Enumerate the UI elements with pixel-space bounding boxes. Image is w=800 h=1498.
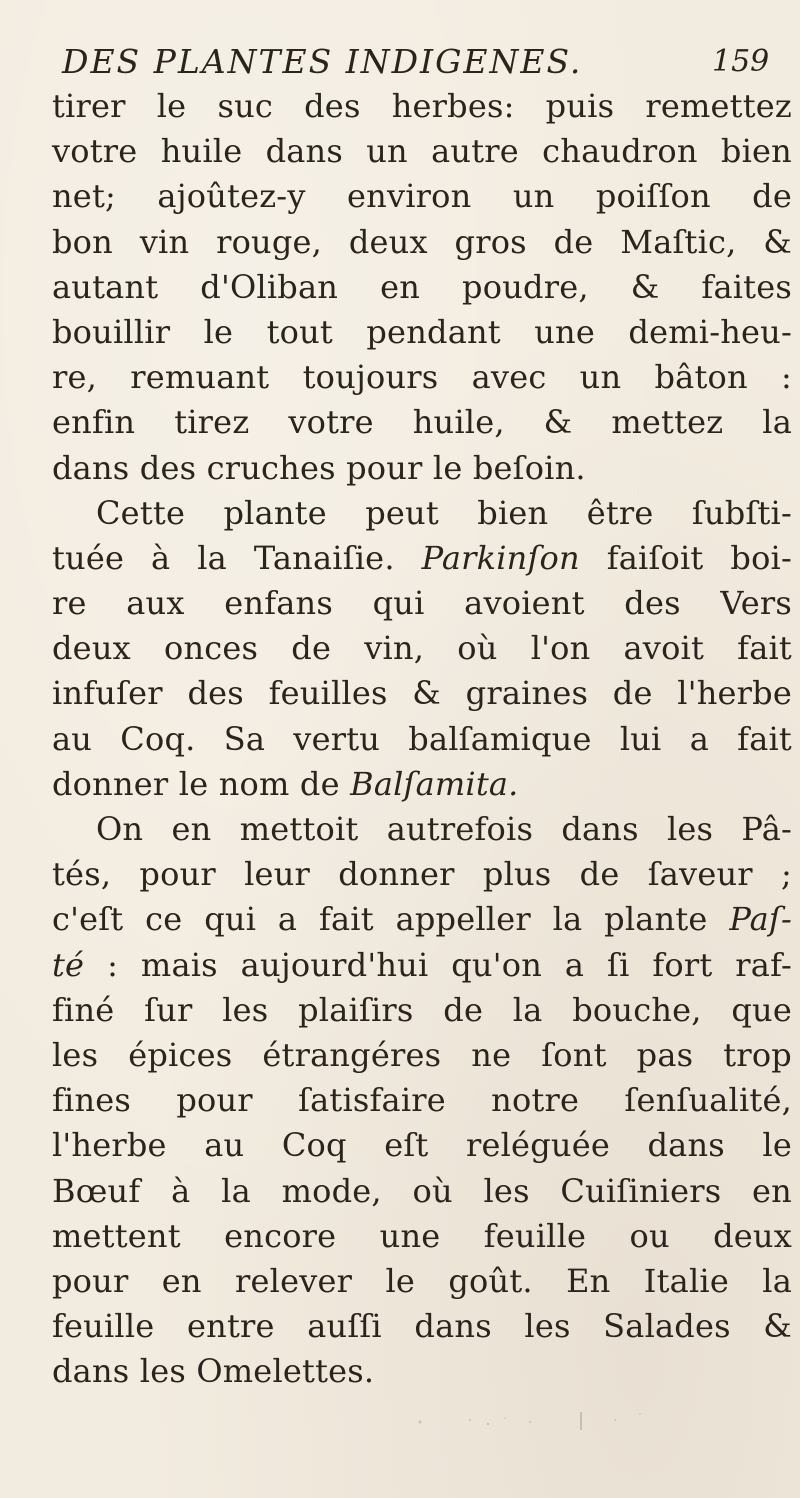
text-line: net; ajoûtez-y environ un poiſſon de bbox=[52, 177, 792, 216]
body-text bbox=[52, 84, 792, 1394]
text-line: re aux enfans qui avoient des Vers bbox=[52, 584, 792, 623]
text-line: l'herbe au Coq eſt reléguée dans le bbox=[52, 1126, 792, 1165]
text-line: Bœuf à la mode, où les Cuiſiniers en bbox=[52, 1171, 792, 1210]
text-line: les épices étrangéres ne ſont pas trop bbox=[52, 1035, 792, 1074]
text-line: au Coq. Sa vertu balſamique lui a fait bbox=[52, 719, 792, 758]
text-line: té : mais aujourd'hui qu'on a ſi fort raf- bbox=[52, 945, 792, 984]
text-line: feuille entre auſſi dans les Salades & bbox=[52, 1307, 792, 1346]
text-line: bouillir le tout pendant une demi-heu- bbox=[52, 312, 792, 351]
text-line: donner le nom de Balſamita. bbox=[52, 764, 519, 803]
text-line: mettent encore une feuille ou deux bbox=[52, 1216, 792, 1255]
text-line: finé ſur les plaiſirs de la bouche, que bbox=[52, 990, 792, 1029]
text-line: bon vin rouge, deux gros de Maſtic, & bbox=[52, 222, 792, 261]
text-line: infuſer des feuilles & graines de l'herbe bbox=[52, 674, 792, 713]
paragraph-start-line: Cette plante peut bien être ſubſti- bbox=[96, 493, 792, 532]
text-line: deux onces de vin, où l'on avoit fait bbox=[52, 629, 792, 668]
text-line: dans les Omelettes. bbox=[52, 1352, 375, 1391]
text-line: c'eſt ce qui a fait appeller la plante Paſ- bbox=[52, 900, 792, 939]
text-line: dans des cruches pour le beſoin. bbox=[52, 448, 586, 487]
text-line: enfin tirez votre huile, & mettez la bbox=[52, 403, 792, 442]
running-header: DES PLANTES INDIGENES. bbox=[62, 42, 583, 81]
text-line: tuée à la Tanaiſie. Parkinſon faiſoit boi- bbox=[52, 538, 792, 577]
text-line: pour en relever le goût. En Italie la bbox=[52, 1261, 792, 1300]
text-line: tés, pour leur donner plus de ſaveur ; bbox=[52, 855, 792, 894]
ink-speckle-marks bbox=[410, 1400, 670, 1440]
text-line: tirer le suc des herbes: puis remettez bbox=[52, 87, 792, 125]
page-number: 159 bbox=[712, 44, 770, 79]
text-line: autant d'Oliban en poudre, & faites bbox=[52, 267, 792, 306]
text-line: votre huile dans un autre chaudron bien bbox=[52, 132, 792, 171]
paragraph-start-line: On en mettoit autrefois dans les Pâ- bbox=[96, 810, 792, 848]
text-line: re, remuant toujours avec un bâton : bbox=[52, 358, 792, 397]
text-line: fines pour ſatisfaire notre ſenſualité, bbox=[52, 1081, 792, 1120]
